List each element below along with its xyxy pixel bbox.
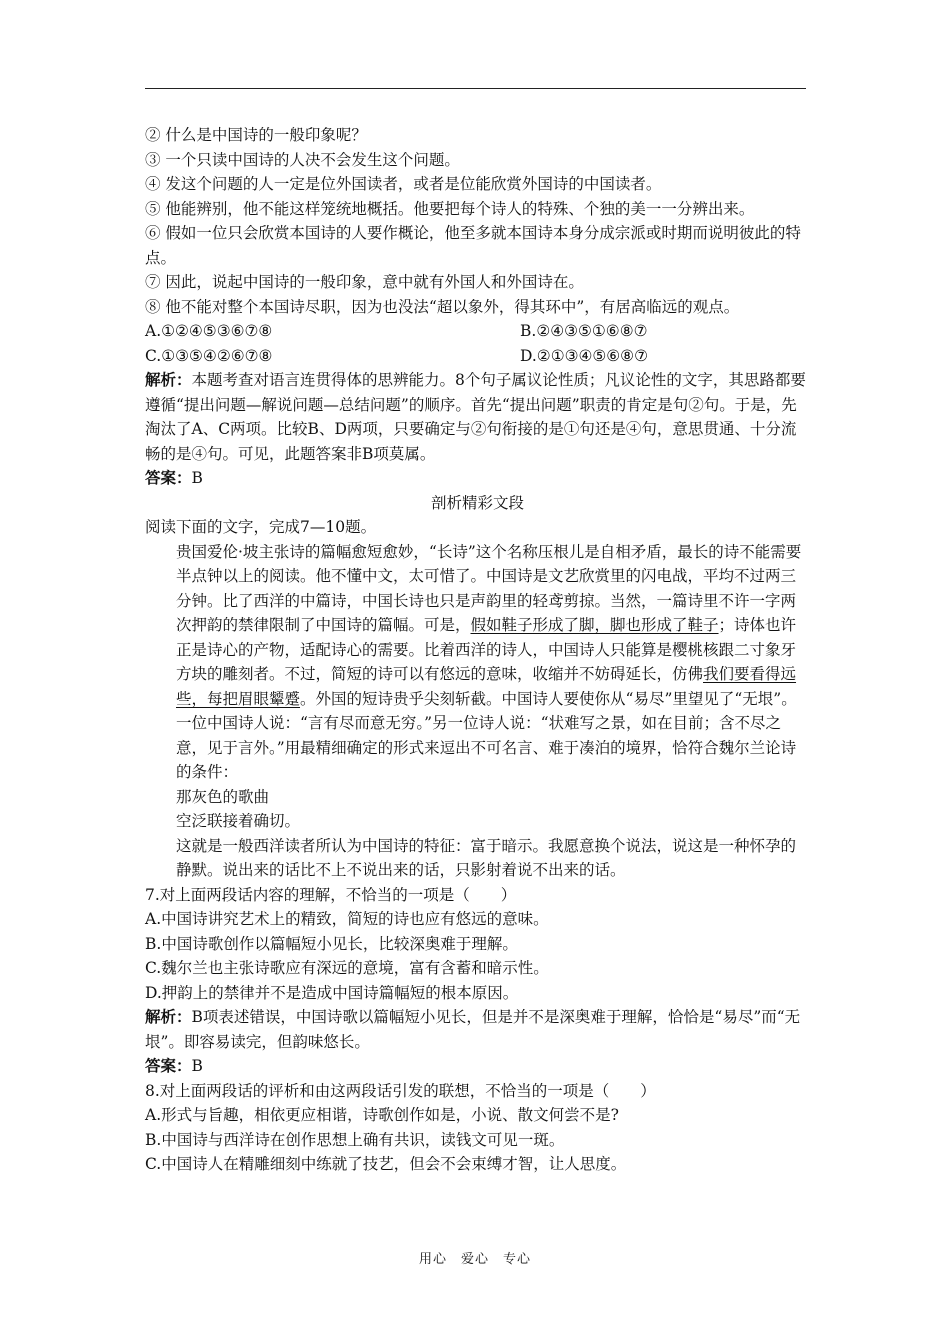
- underlined-sentence-2: 我们要看得远些，每把眉眼颦蹙: [176, 665, 797, 708]
- analysis-label: 解析：: [145, 1007, 192, 1026]
- poem-line-1: 那灰色的歌曲: [176, 787, 270, 806]
- passage-text: 。外国的短诗贵乎尖刻斩截。中国诗人要使你从“易尽”里望见了“无垠”。: [300, 689, 797, 708]
- passage-paragraph-1: [145, 540, 810, 712]
- sentence-3: ③ 一个只读中国诗的人决不会发生这个问题。: [145, 150, 460, 169]
- sentence-5: ⑤ 他能辨别，他不能这样笼统地概括。他要把每个诗人的特殊、个独的美一一分辨出来。: [145, 199, 755, 218]
- analysis-label: 解析：: [145, 370, 192, 389]
- answer-value: B: [191, 1057, 203, 1075]
- q6-option-c: C.①③⑤④②⑥⑦⑧: [145, 346, 273, 365]
- q7-answer: [145, 1054, 810, 1079]
- q6-options-row-1: [145, 319, 810, 344]
- sentence-8: ⑧ 他不能对整个本国诗尽职，因为也没法“超以象外，得其环中”，有居高临远的观点。: [145, 297, 740, 316]
- page-content: [145, 123, 810, 1177]
- q6-options-row-2: [145, 344, 810, 369]
- q8-option-b: B.中国诗与西洋诗在创作思想上确有共识，读钱文可见一斑。: [145, 1130, 565, 1149]
- sentence-2: ② 什么是中国诗的一般印象呢？: [145, 126, 367, 144]
- q8-option-a: A.形式与旨趣，相依更应相谐，诗歌创作如是，小说、散文何尝不是?: [145, 1106, 619, 1124]
- q6-option-a: A.①②④⑤③⑥⑦⑧: [145, 322, 273, 340]
- q6-option-b: B.②④③⑤①⑥⑧⑦: [520, 322, 648, 340]
- answer-value: B: [191, 469, 203, 487]
- q8-option-c: C.中国诗人在精雕细刻中练就了技艺，但会不会束缚才智，让人思度。: [145, 1155, 627, 1173]
- analysis-text: B项表述错误，中国诗歌以篇幅短小见长，但是并不是深奥难于理解，恰恰是“易尽”而“无垠”。即容易读完，但韵味悠长。: [145, 1008, 801, 1051]
- reading-intro: 阅读下面的文字，完成7—10题。: [145, 518, 377, 536]
- header-rule: [145, 88, 806, 89]
- q6-answer: [145, 466, 810, 491]
- q7-option-a: A.中国诗讲究艺术上的精致，简短的诗也应有悠远的意味。: [145, 910, 549, 928]
- section-title: 剖析精彩文段: [430, 493, 524, 512]
- sentence-4: ④ 发这个问题的人一定是位外国读者，或者是位能欣赏外国诗的中国读者。: [145, 175, 662, 193]
- analysis-text: 本题考查对语言连贯得体的思辨能力。8个句子属议论性质；凡议论性的文字，其思路都要遵循“提出问题—解说问题—总结问题”的顺序。首先“提出问题”职责的肯定是句②句。于是，先淘汰了A、C两项。比较B、D两项，只要确定与②句衔接的是①句还是④句，意思贯通、十分流畅的是④句。可见，此题答案非B项莫属。: [145, 371, 806, 463]
- q8-stem: 8.对上面两段话的评析和由这两段话引发的联想，不恰当的一项是（ ）: [145, 1081, 656, 1100]
- page-footer: 用心 爱心 专心: [418, 1252, 531, 1267]
- q7-analysis: [145, 1005, 810, 1054]
- answer-label: 答案：: [145, 1056, 192, 1075]
- q7-option-c: C.魏尔兰也主张诗歌应有深远的意境，富有含蓄和暗示性。: [145, 959, 549, 977]
- passage-text: 贵国爱伦·坡主张诗的篇幅愈短愈妙，“长诗”这个名称压根儿是自相矛盾，最长的诗不能需要半点钟以上的阅读。他不懂中文，太可惜了。中国诗是文艺欣赏里的闪电战，平均不过两三分钟。比了西洋的中篇诗，中国长诗也只是声韵里的轻鸢剪掠。当然，一篇诗里不许一字两次押韵的禁律限制了中国诗的篇幅。可是，: [176, 542, 802, 634]
- passage-paragraph-3: 这就是一般西洋读者所认为中国诗的特征：富于暗示。我愿意换个说法，说这是一种怀孕的静默。说出来的话比不上不说出来的话，只影射着说不出来的话。: [176, 836, 797, 879]
- q6-analysis: [145, 368, 810, 466]
- answer-label: 答案：: [145, 468, 192, 487]
- underlined-sentence-1: 假如鞋子形成了脚，脚也形成了鞋子: [470, 616, 719, 634]
- poem-line-2: 空泛联接着确切。: [176, 812, 301, 830]
- q7-stem: 7.对上面两段话内容的理解，不恰当的一项是（ ）: [145, 885, 517, 904]
- q6-option-d: D.②①③④⑤⑥⑧⑦: [520, 346, 648, 365]
- passage-text: ；诗体也许正是诗心的产物，适配诗心的需要。比着西洋的诗人，中国诗人只能算是樱桃核跟二寸象牙方块的雕刻者。不过，简短的诗可以有悠远的意味，收缩并不妨碍延长，仿佛: [176, 616, 797, 683]
- q7-option-d: D.押韵上的禁律并不是造成中国诗篇幅短的根本原因。: [145, 983, 519, 1002]
- sentence-6: ⑥ 假如一位只会欣赏本国诗的人要作概论，他至多就本国诗本身分成宗派或时期而说明彼此的特点。: [145, 224, 801, 267]
- sentence-7: ⑦ 因此，说起中国诗的一般印象，意中就有外国人和外国诗在。: [145, 273, 584, 291]
- q7-option-b: B.中国诗歌创作以篇幅短小见长，比较深奥难于理解。: [145, 934, 518, 953]
- passage-paragraph-2: 一位中国诗人说：“言有尽而意无穷。”另一位诗人说：“状难写之景，如在目前；含不尽之意，见于言外。”用最精细确定的形式来逗出不可名言、难于凑泊的境界，恰符合魏尔兰论诗的条件：: [176, 714, 797, 781]
